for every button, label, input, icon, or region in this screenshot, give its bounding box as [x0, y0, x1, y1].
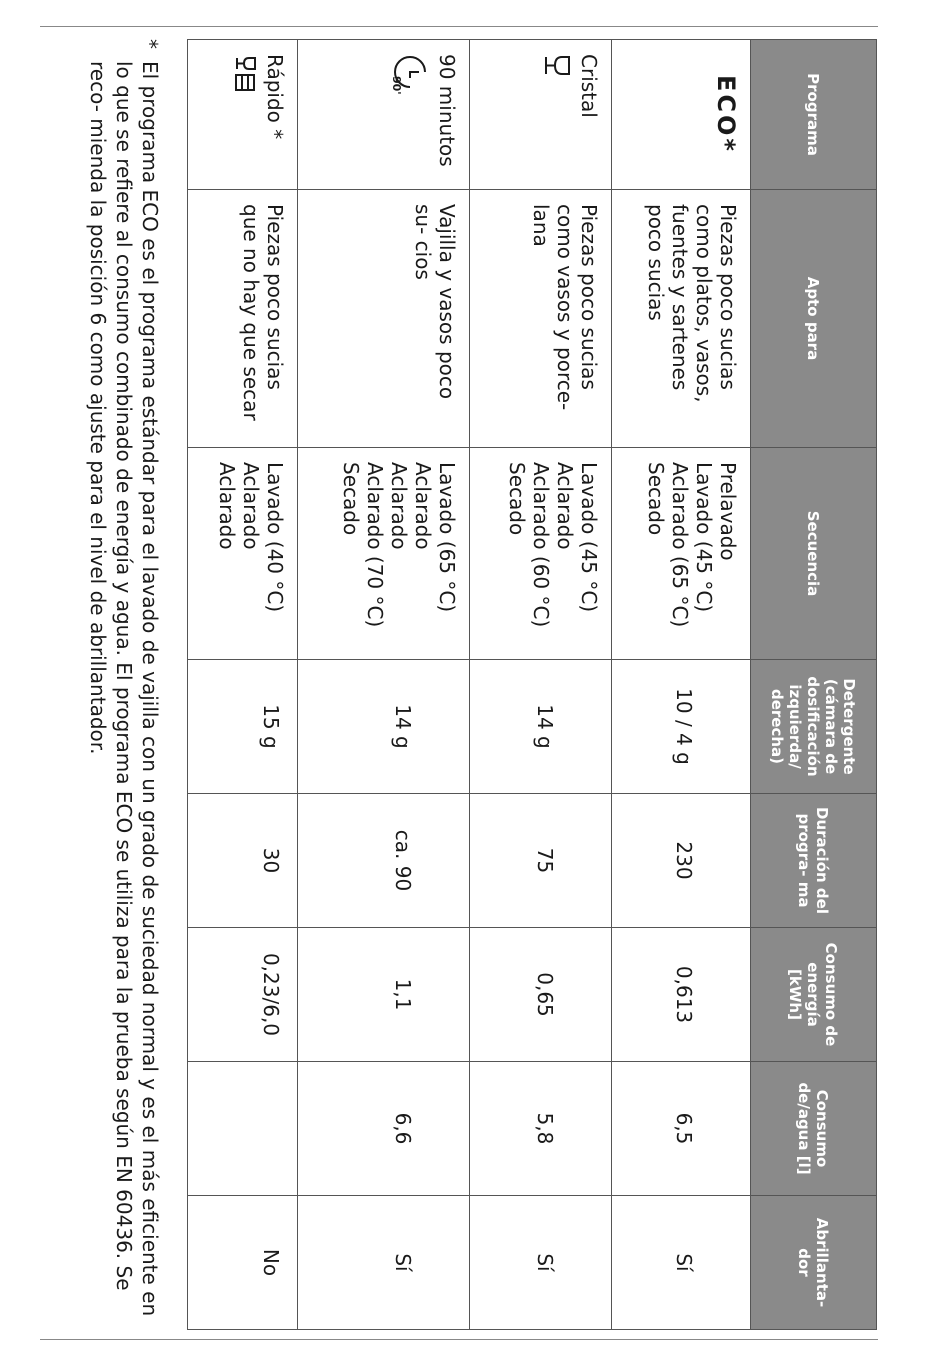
- sequence-step: Lavado (45 °C): [692, 462, 716, 613]
- sequence-step: Aclarado: [238, 462, 263, 550]
- sequence-cell: [470, 448, 612, 660]
- sequence-step: Secado: [644, 462, 668, 536]
- sequence-step: Aclarado: [387, 462, 412, 550]
- duration-cell: 75: [470, 794, 612, 928]
- detergent-cell: 14 g: [470, 660, 612, 794]
- sequence-step: Aclarado (60 °C): [528, 462, 553, 628]
- program-table: [187, 39, 877, 1330]
- sequence-step: Aclarado (65 °C): [668, 462, 692, 628]
- program-name: Cristal: [576, 54, 601, 118]
- sequence-step: Secado: [339, 462, 364, 536]
- sequence-cell: [611, 448, 750, 660]
- apto-cell: Piezas poco sucias como vasos y porce- lana: [470, 190, 612, 448]
- duration-cell: ca. 90: [297, 794, 469, 928]
- energy-cell: 0,613: [611, 928, 750, 1062]
- program-cell: [188, 40, 298, 190]
- detergent-cell: 15 g: [188, 660, 298, 794]
- bottom-rule: [40, 1339, 878, 1340]
- sequence-step: Secado: [504, 462, 529, 536]
- rotated-page: [86, 39, 877, 1329]
- footnote: [85, 39, 163, 1329]
- sequence-step: Aclarado (70 °C): [363, 462, 388, 628]
- duration-cell: 30: [188, 794, 298, 928]
- detergent-cell: 10 / 4 g: [611, 660, 750, 794]
- header-programa: Programa: [751, 40, 877, 190]
- program-cell: [611, 40, 750, 190]
- table-row: [611, 40, 750, 1330]
- header-row: [751, 40, 877, 1330]
- glass-icon: [538, 54, 571, 175]
- header-energia: Consumo de energía [kWh]: [751, 928, 877, 1062]
- sequence-step: Lavado (40 °C): [262, 462, 287, 613]
- sequence-step: Lavado (65 °C): [435, 462, 460, 613]
- clock-90-label: 90': [390, 76, 404, 95]
- sequence-cell: [188, 448, 298, 660]
- program-name: 90 minutos: [435, 54, 460, 167]
- program-cell: [297, 40, 469, 190]
- apto-cell: Vajilla y vasos poco su- cios: [297, 190, 469, 448]
- energy-cell: 0,23/6,0: [188, 928, 298, 1062]
- apto-cell: Piezas poco sucias que no hay que secar: [188, 190, 298, 448]
- program-cell: [470, 40, 612, 190]
- footnote-marker: *: [138, 39, 162, 49]
- sequence-step: Lavado (45 °C): [576, 462, 601, 613]
- header-detergente: Detergente (cámara de dosificación izquierda/ derecha): [751, 660, 877, 794]
- header-secuencia: Secuencia: [751, 448, 877, 660]
- header-duracion: Duración del progra- ma: [751, 794, 877, 928]
- header-abrillantador: Abrillanta- dor: [751, 1196, 877, 1330]
- sequence-step: Aclarado: [552, 462, 577, 550]
- header-apto: Apto para: [751, 190, 877, 448]
- program-name: ECO*: [712, 75, 740, 154]
- rinse-aid-cell: Sí: [470, 1196, 612, 1330]
- duration-cell: 230: [611, 794, 750, 928]
- water-cell: 5,8: [470, 1062, 612, 1196]
- rinse-aid-cell: Sí: [297, 1196, 469, 1330]
- table-row: [188, 40, 298, 1330]
- clock-90-icon: [384, 54, 429, 175]
- rinse-aid-cell: Sí: [611, 1196, 750, 1330]
- footnote-text: El programa ECO es el programa estándar para el lavado de vajilla con un grado de suciedad normal y es el más eficiente en lo que se refiere al consumo combinado de energía y agua. El programa ECO se utiliza para la prueba según EN 60436. Se reco- mienda la posición 6 como ajuste para el nivel de abrillantador.: [86, 61, 162, 1317]
- detergent-cell: 14 g: [297, 660, 469, 794]
- top-rule: [40, 26, 878, 27]
- sequence-step: Aclarado: [411, 462, 436, 550]
- water-cell: 6,6: [297, 1062, 469, 1196]
- sequence-step: Aclarado: [214, 462, 239, 550]
- sequence-step: Prelavado: [716, 462, 740, 561]
- table-row: [297, 40, 469, 1330]
- water-cell: [188, 1062, 298, 1196]
- sequence-cell: [297, 448, 469, 660]
- apto-cell: Piezas poco sucias como platos, vasos, fuentes y sartenes poco sucias: [611, 190, 750, 448]
- table-row: [470, 40, 612, 1330]
- quick-wash-icon: [224, 54, 257, 175]
- energy-cell: 1,1: [297, 928, 469, 1062]
- program-name: Rápido *: [262, 54, 287, 140]
- energy-cell: 0,65: [470, 928, 612, 1062]
- rinse-aid-cell: No: [188, 1196, 298, 1330]
- water-cell: 6,5: [611, 1062, 750, 1196]
- header-agua: Consumo de/agua [l]: [751, 1062, 877, 1196]
